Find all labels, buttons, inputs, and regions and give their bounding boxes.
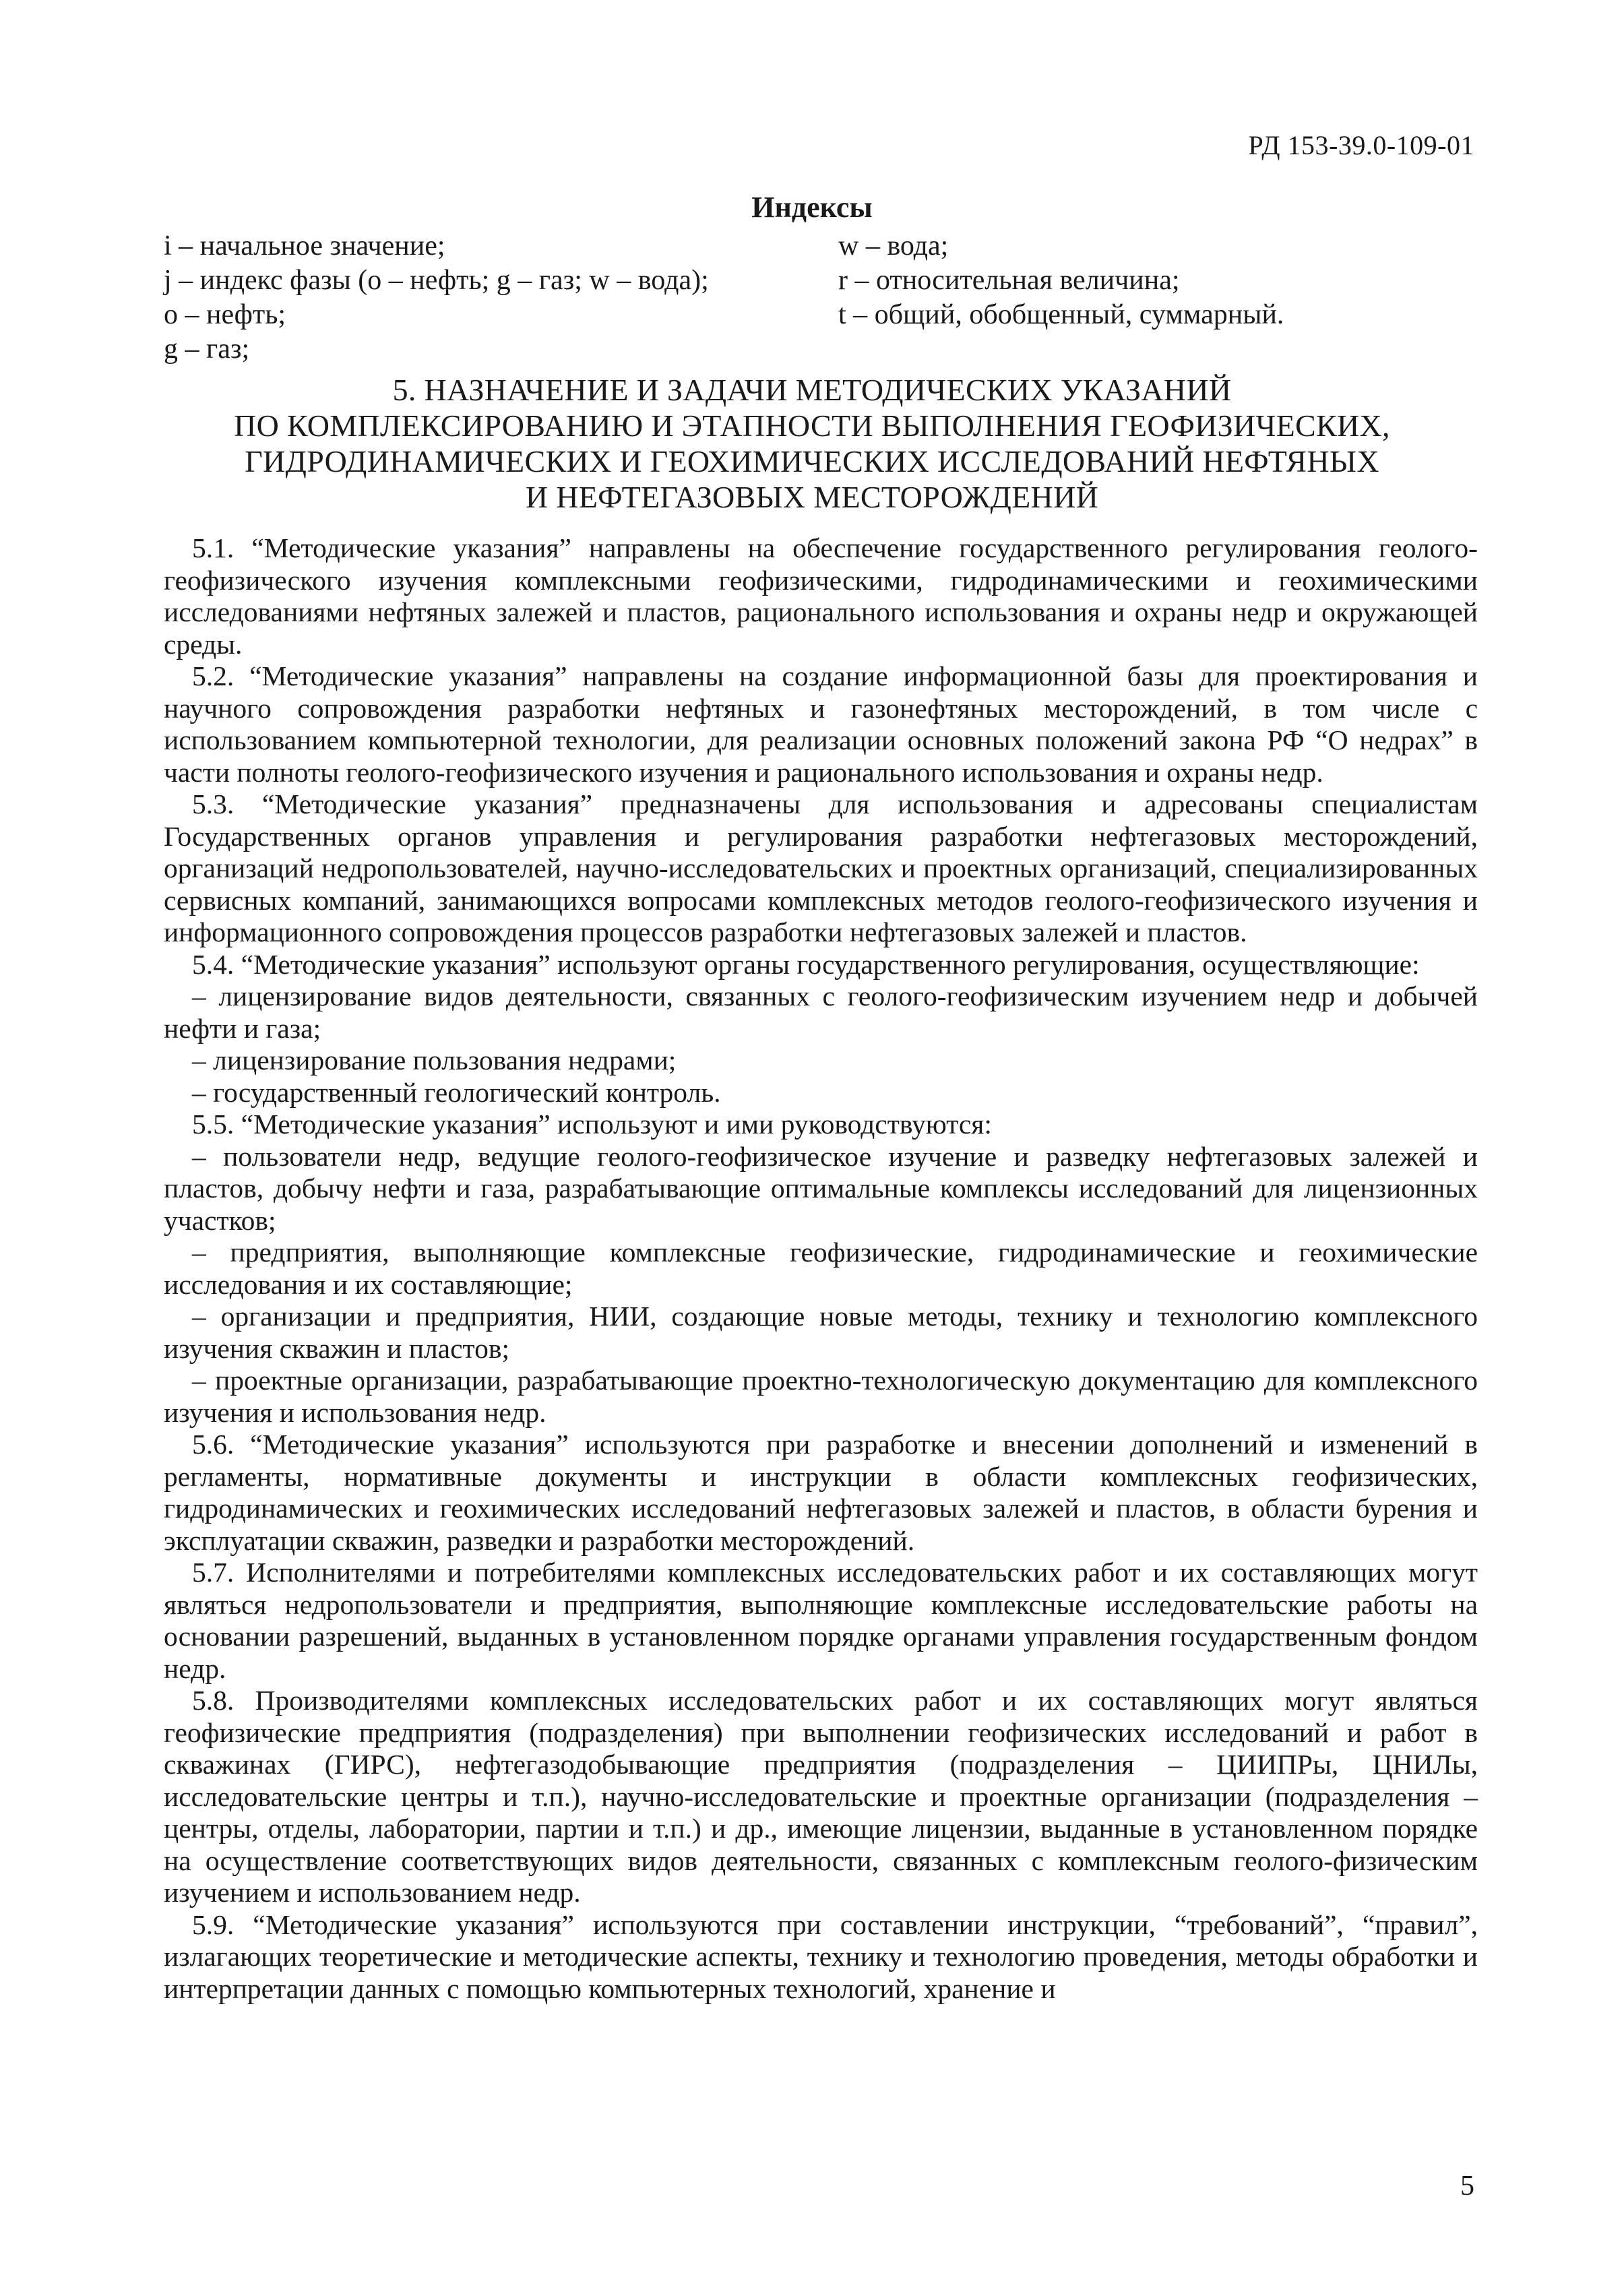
- list-item: – государственный геологический контроль.: [192, 1076, 721, 1108]
- index-item: t – общий, обобщенный, суммарный.: [838, 299, 1284, 330]
- paragraph-5-5: 5.5. “Методические указания” используют и ими руководствуются:: [192, 1109, 992, 1140]
- paragraph-5-7: 5.7. Исполнителями и потребителями комплексных исследовательских работ и их составляющих могут являться недропользователи и предприятия, выполняющие комплексные исследовательские работы на основании разрешений, выданных в установленном порядке органами управления государственным фондом недр.: [164, 1557, 1478, 1684]
- page-number: 5: [1460, 2171, 1474, 2202]
- paragraph-5-8: 5.8. Производителями комплексных исследовательских работ и их составляющих могут являться геофизические предприятия (подразделения) при выполнении геофизических исследований и работ в скважинах (ГИРС), нефтегазодобывающие предприятия (подразделения – ЦИИПРы, ЦНИЛы, исследовательские центры и т.п.), научно-исследовательские и проектные организации (подразделения – центры, отделы, лаборатории, партии и т.п.) и др., имеющие лицензии, выданные в установленном порядке на осуществление соответствующих видов деятельности, связанных с комплексным геолого-физическим изучением и использованием недр.: [164, 1685, 1478, 1908]
- list-item: – организации и предприятия, НИИ, создающие новые методы, технику и технологию комплексного изучения скважин и пластов;: [164, 1301, 1478, 1364]
- paragraph-5-2: 5.2. “Методические указания” направлены на создание информационной базы для проектирования и научного сопровождения разработки нефтяных и газонефтяных месторождений, в том числе с использованием компьютерной технологии, для реализации основных положений закона РФ “О недрах” в части полноты геолого-геофизического изучения и рационального использования и охраны недр.: [164, 660, 1478, 788]
- document-code: РД 153-39.0-109-01: [1248, 130, 1474, 160]
- index-item: g – газ;: [164, 334, 250, 365]
- indices-right-column: [838, 229, 1478, 332]
- section-title-line: ПО КОМПЛЕКСИРОВАНИЮ И ЭТАПНОСТИ ВЫПОЛНЕНИЯ ГЕОФИЗИЧЕСКИХ,: [234, 408, 1390, 443]
- section-title: [0, 372, 1624, 515]
- list-item: – лицензирование видов деятельности, связанных с геолого-геофизическим изучением недр и добычей нефти и газа;: [164, 981, 1478, 1044]
- index-item: о – нефть;: [164, 299, 286, 330]
- paragraph-5-3: 5.3. “Методические указания” предназначены для использования и адресованы специалистам Государственных органов управления и регулирования разработки нефтегазовых месторождений, организаций недропользователей, научно-исследовательских и проектных организаций, специализированных сервисных компаний, занимающихся вопросами комплексных методов геолого-геофизического изучения и информационного сопровождения процессов разработки нефтегазовых залежей и пластов.: [164, 788, 1478, 947]
- section-title-line: ГИДРОДИНАМИЧЕСКИХ И ГЕОХИМИЧЕСКИХ ИССЛЕДОВАНИЙ НЕФТЯНЫХ: [245, 444, 1379, 478]
- list-item: – проектные организации, разрабатывающие проектно-технологическую документацию для комплексного изучения и использования недр.: [164, 1365, 1478, 1428]
- indices-title: Индексы: [751, 191, 873, 224]
- list-item: – лицензирование пользования недрами;: [192, 1045, 677, 1076]
- paragraph-5-9: 5.9. “Методические указания” используются при составлении инструкции, “требований”, “правил”, излагающих теоретические и методические аспекты, технику и технологию проведения, методы обработки и интерпретации данных с помощью компьютерных технологий, хранение и: [164, 1908, 1478, 2004]
- index-item: r – относительная величина;: [838, 265, 1180, 296]
- paragraph-5-1: 5.1. “Методические указания” направлены на обеспечение государственного регулирования геолого-геофизического изучения комплексными геофизическими, гидродинамическими и геохимическими исследованиями нефтяных залежей и пластов, рационального использования и охраны недр и окружающей среды.: [164, 532, 1478, 660]
- list-item: – пользователи недр, ведущие геолого-геофизическое изучение и разведку нефтегазовых залежей и пластов, добычу нефти и газа, разрабатывающие оптимальные комплексы исследований для лицензионных участков;: [164, 1140, 1478, 1236]
- paragraph-5-6: 5.6. “Методические указания” используются при разработке и внесении дополнений и изменений в регламенты, нормативные документы и инструкции в области комплексных геофизических, гидродинамических и геохимических исследований нефтегазовых залежей и пластов, в области бурения и эксплуатации скважин, разведки и разработки месторождений.: [164, 1429, 1478, 1556]
- index-item: i – начальное значение;: [164, 230, 445, 261]
- index-item: w – вода;: [838, 230, 949, 261]
- paragraph-5-4: 5.4. “Методические указания” используют органы государственного регулирования, осуществляющие:: [192, 948, 1420, 980]
- section-title-line: 5. НАЗНАЧЕНИЕ И ЗАДАЧИ МЕТОДИЧЕСКИХ УКАЗАНИЙ: [392, 373, 1232, 407]
- index-item: j – индекс фазы (о – нефть; g – газ; w – вода);: [164, 265, 709, 296]
- list-item: – предприятия, выполняющие комплексные геофизические, гидродинамические и геохимические исследования и их составляющие;: [164, 1237, 1478, 1300]
- indices-left-column: [164, 229, 811, 367]
- section-body: [164, 532, 1478, 2005]
- section-title-line: И НЕФТЕГАЗОВЫХ МЕСТОРОЖДЕНИЙ: [525, 480, 1099, 514]
